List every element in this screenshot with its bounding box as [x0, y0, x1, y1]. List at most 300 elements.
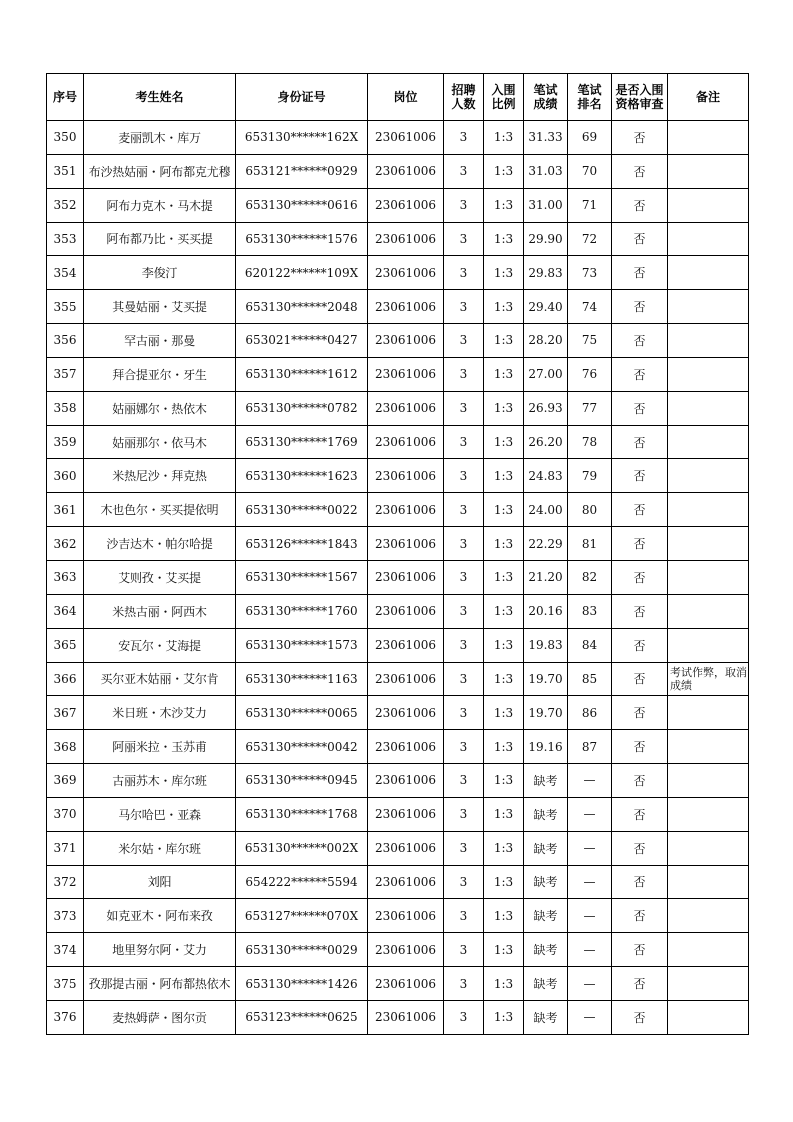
cell-review: 否 [612, 121, 668, 155]
cell-hire: 3 [444, 154, 484, 188]
cell-seq: 363 [47, 560, 84, 594]
cell-rank: — [568, 967, 612, 1001]
cell-score: 29.40 [524, 290, 568, 324]
table-row [47, 662, 749, 696]
cell-score: 29.83 [524, 256, 568, 290]
cell-name: 阿丽米拉・玉苏甫 [84, 730, 236, 764]
cell-rank: 76 [568, 357, 612, 391]
table-row [47, 831, 749, 865]
cell-hire: 3 [444, 425, 484, 459]
cell-name: 米热古丽・阿西木 [84, 594, 236, 628]
cell-review: 否 [612, 933, 668, 967]
table-row [47, 222, 749, 256]
cell-post: 23061006 [368, 459, 444, 493]
cell-review: 否 [612, 391, 668, 425]
table-row [47, 493, 749, 527]
cell-rank: 87 [568, 730, 612, 764]
table-row [47, 764, 749, 798]
cell-score: 缺考 [524, 899, 568, 933]
cell-post: 23061006 [368, 391, 444, 425]
cell-rank: — [568, 764, 612, 798]
cell-hire: 3 [444, 1000, 484, 1034]
cell-id: 653130******002X [236, 831, 368, 865]
cell-post: 23061006 [368, 797, 444, 831]
cell-review: 否 [612, 256, 668, 290]
cell-post: 23061006 [368, 290, 444, 324]
cell-rank: 81 [568, 527, 612, 561]
cell-review: 否 [612, 324, 668, 358]
cell-note [668, 730, 749, 764]
cell-id: 653130******0616 [236, 188, 368, 222]
cell-post: 23061006 [368, 324, 444, 358]
cell-name: 买尔亚木姑丽・艾尔肯 [84, 662, 236, 696]
cell-score: 缺考 [524, 1000, 568, 1034]
cell-id: 653130******1163 [236, 662, 368, 696]
cell-note [668, 628, 749, 662]
cell-ratio: 1:3 [484, 628, 524, 662]
cell-review: 否 [612, 797, 668, 831]
cell-note [668, 899, 749, 933]
cell-seq: 352 [47, 188, 84, 222]
table-row [47, 967, 749, 1001]
cell-hire: 3 [444, 933, 484, 967]
cell-name: 木也色尔・买买提依明 [84, 493, 236, 527]
cell-post: 23061006 [368, 594, 444, 628]
cell-hire: 3 [444, 696, 484, 730]
header-name: 考生姓名 [84, 74, 236, 121]
cell-id: 654222******5594 [236, 865, 368, 899]
cell-hire: 3 [444, 628, 484, 662]
cell-note [668, 865, 749, 899]
table-row [47, 594, 749, 628]
cell-seq: 371 [47, 831, 84, 865]
cell-name: 米日班・木沙艾力 [84, 696, 236, 730]
cell-seq: 370 [47, 797, 84, 831]
cell-name: 艾则孜・艾买提 [84, 560, 236, 594]
cell-note [668, 527, 749, 561]
cell-name: 拜合提亚尔・牙生 [84, 357, 236, 391]
cell-seq: 361 [47, 493, 84, 527]
header-ratio: 入围 比例 [484, 74, 524, 121]
cell-hire: 3 [444, 391, 484, 425]
cell-seq: 366 [47, 662, 84, 696]
cell-score: 19.16 [524, 730, 568, 764]
cell-note [668, 188, 749, 222]
cell-note [668, 154, 749, 188]
table-row [47, 899, 749, 933]
cell-ratio: 1:3 [484, 324, 524, 358]
cell-rank: — [568, 933, 612, 967]
cell-id: 620122******109X [236, 256, 368, 290]
cell-hire: 3 [444, 357, 484, 391]
cell-ratio: 1:3 [484, 865, 524, 899]
cell-post: 23061006 [368, 831, 444, 865]
cell-review: 否 [612, 290, 668, 324]
header-note: 备注 [668, 74, 749, 121]
cell-note [668, 933, 749, 967]
cell-note [668, 764, 749, 798]
cell-id: 653130******1573 [236, 628, 368, 662]
cell-name: 阿布力克木・马木提 [84, 188, 236, 222]
cell-post: 23061006 [368, 764, 444, 798]
table-row [47, 256, 749, 290]
cell-id: 653126******1843 [236, 527, 368, 561]
cell-rank: 73 [568, 256, 612, 290]
cell-seq: 350 [47, 121, 84, 155]
cell-review: 否 [612, 899, 668, 933]
cell-score: 缺考 [524, 831, 568, 865]
cell-rank: 72 [568, 222, 612, 256]
cell-note [668, 324, 749, 358]
cell-review: 否 [612, 764, 668, 798]
cell-ratio: 1:3 [484, 967, 524, 1001]
cell-rank: — [568, 899, 612, 933]
header-row [47, 74, 749, 121]
cell-rank: 80 [568, 493, 612, 527]
cell-seq: 373 [47, 899, 84, 933]
cell-score: 24.00 [524, 493, 568, 527]
cell-id: 653130******0065 [236, 696, 368, 730]
table-row [47, 324, 749, 358]
cell-hire: 3 [444, 290, 484, 324]
cell-score: 缺考 [524, 933, 568, 967]
cell-hire: 3 [444, 662, 484, 696]
cell-name: 阿布都乃比・买买提 [84, 222, 236, 256]
cell-note [668, 357, 749, 391]
cell-score: 26.20 [524, 425, 568, 459]
cell-hire: 3 [444, 256, 484, 290]
table-row [47, 1000, 749, 1034]
cell-score: 31.03 [524, 154, 568, 188]
cell-seq: 368 [47, 730, 84, 764]
cell-score: 缺考 [524, 967, 568, 1001]
cell-name: 米热尼沙・拜克热 [84, 459, 236, 493]
cell-id: 653130******1612 [236, 357, 368, 391]
results-sheet [46, 73, 749, 1035]
cell-score: 19.70 [524, 662, 568, 696]
cell-hire: 3 [444, 121, 484, 155]
cell-review: 否 [612, 967, 668, 1001]
cell-score: 31.33 [524, 121, 568, 155]
cell-rank: 84 [568, 628, 612, 662]
cell-name: 其曼姑丽・艾买提 [84, 290, 236, 324]
cell-note [668, 290, 749, 324]
results-table [46, 73, 749, 1035]
cell-score: 21.20 [524, 560, 568, 594]
cell-post: 23061006 [368, 933, 444, 967]
table-row [47, 560, 749, 594]
cell-hire: 3 [444, 222, 484, 256]
cell-post: 23061006 [368, 730, 444, 764]
cell-hire: 3 [444, 730, 484, 764]
cell-review: 否 [612, 594, 668, 628]
cell-ratio: 1:3 [484, 831, 524, 865]
cell-post: 23061006 [368, 865, 444, 899]
cell-note [668, 425, 749, 459]
cell-ratio: 1:3 [484, 357, 524, 391]
cell-id: 653130******1426 [236, 967, 368, 1001]
cell-note [668, 493, 749, 527]
cell-post: 23061006 [368, 425, 444, 459]
cell-ratio: 1:3 [484, 662, 524, 696]
table-row [47, 391, 749, 425]
cell-id: 653130******2048 [236, 290, 368, 324]
table-row [47, 425, 749, 459]
cell-seq: 362 [47, 527, 84, 561]
cell-seq: 369 [47, 764, 84, 798]
cell-rank: — [568, 1000, 612, 1034]
cell-rank: 86 [568, 696, 612, 730]
cell-review: 否 [612, 222, 668, 256]
table-row [47, 188, 749, 222]
cell-ratio: 1:3 [484, 560, 524, 594]
cell-note [668, 459, 749, 493]
cell-post: 23061006 [368, 188, 444, 222]
cell-name: 罕古丽・那曼 [84, 324, 236, 358]
cell-note [668, 391, 749, 425]
cell-post: 23061006 [368, 493, 444, 527]
cell-review: 否 [612, 154, 668, 188]
cell-post: 23061006 [368, 121, 444, 155]
cell-seq: 356 [47, 324, 84, 358]
cell-ratio: 1:3 [484, 797, 524, 831]
cell-name: 孜那提古丽・阿布都热依木 [84, 967, 236, 1001]
cell-post: 23061006 [368, 1000, 444, 1034]
cell-rank: — [568, 865, 612, 899]
cell-review: 否 [612, 865, 668, 899]
header-post: 岗位 [368, 74, 444, 121]
cell-seq: 359 [47, 425, 84, 459]
cell-score: 26.93 [524, 391, 568, 425]
cell-name: 李俊汀 [84, 256, 236, 290]
cell-hire: 3 [444, 459, 484, 493]
cell-name: 古丽苏木・库尔班 [84, 764, 236, 798]
cell-review: 否 [612, 696, 668, 730]
cell-post: 23061006 [368, 560, 444, 594]
cell-note [668, 594, 749, 628]
table-row [47, 121, 749, 155]
cell-id: 653130******1768 [236, 797, 368, 831]
cell-review: 否 [612, 628, 668, 662]
cell-id: 653130******0022 [236, 493, 368, 527]
table-row [47, 290, 749, 324]
cell-seq: 357 [47, 357, 84, 391]
cell-ratio: 1:3 [484, 425, 524, 459]
cell-rank: 74 [568, 290, 612, 324]
cell-note [668, 121, 749, 155]
cell-hire: 3 [444, 560, 484, 594]
cell-post: 23061006 [368, 527, 444, 561]
cell-ratio: 1:3 [484, 391, 524, 425]
cell-post: 23061006 [368, 357, 444, 391]
cell-ratio: 1:3 [484, 594, 524, 628]
cell-note [668, 1000, 749, 1034]
cell-seq: 376 [47, 1000, 84, 1034]
cell-post: 23061006 [368, 222, 444, 256]
cell-note [668, 696, 749, 730]
table-row [47, 628, 749, 662]
cell-post: 23061006 [368, 899, 444, 933]
table-row [47, 730, 749, 764]
cell-seq: 367 [47, 696, 84, 730]
cell-seq: 374 [47, 933, 84, 967]
cell-review: 否 [612, 188, 668, 222]
cell-note [668, 222, 749, 256]
cell-post: 23061006 [368, 662, 444, 696]
cell-ratio: 1:3 [484, 933, 524, 967]
cell-id: 653130******0945 [236, 764, 368, 798]
cell-name: 布沙热姑丽・阿布都克尤穆 [84, 154, 236, 188]
cell-ratio: 1:3 [484, 121, 524, 155]
cell-name: 麦热姆萨・图尔贡 [84, 1000, 236, 1034]
cell-name: 安瓦尔・艾海提 [84, 628, 236, 662]
cell-hire: 3 [444, 324, 484, 358]
cell-hire: 3 [444, 865, 484, 899]
cell-score: 24.83 [524, 459, 568, 493]
cell-review: 否 [612, 662, 668, 696]
cell-seq: 375 [47, 967, 84, 1001]
cell-rank: 78 [568, 425, 612, 459]
cell-post: 23061006 [368, 256, 444, 290]
cell-score: 28.20 [524, 324, 568, 358]
cell-name: 麦丽凯木・库万 [84, 121, 236, 155]
cell-hire: 3 [444, 764, 484, 798]
cell-name: 刘阳 [84, 865, 236, 899]
cell-score: 20.16 [524, 594, 568, 628]
cell-id: 653130******0042 [236, 730, 368, 764]
cell-post: 23061006 [368, 628, 444, 662]
cell-note [668, 967, 749, 1001]
table-row [47, 527, 749, 561]
cell-seq: 354 [47, 256, 84, 290]
cell-review: 否 [612, 459, 668, 493]
cell-review: 否 [612, 425, 668, 459]
cell-rank: 70 [568, 154, 612, 188]
cell-ratio: 1:3 [484, 256, 524, 290]
table-row [47, 696, 749, 730]
cell-review: 否 [612, 527, 668, 561]
cell-ratio: 1:3 [484, 222, 524, 256]
cell-hire: 3 [444, 188, 484, 222]
cell-id: 653130******1623 [236, 459, 368, 493]
cell-rank: 71 [568, 188, 612, 222]
cell-ratio: 1:3 [484, 290, 524, 324]
cell-ratio: 1:3 [484, 696, 524, 730]
cell-score: 27.00 [524, 357, 568, 391]
cell-hire: 3 [444, 831, 484, 865]
table-row [47, 154, 749, 188]
cell-review: 否 [612, 831, 668, 865]
cell-rank: — [568, 797, 612, 831]
table-row [47, 797, 749, 831]
cell-score: 19.83 [524, 628, 568, 662]
cell-review: 否 [612, 357, 668, 391]
cell-id: 653121******0929 [236, 154, 368, 188]
cell-review: 否 [612, 560, 668, 594]
header-score: 笔试 成绩 [524, 74, 568, 121]
table-body [47, 121, 749, 1035]
cell-ratio: 1:3 [484, 493, 524, 527]
cell-note: 考试作弊，取消成绩 [668, 662, 749, 696]
cell-id: 653130******0782 [236, 391, 368, 425]
cell-hire: 3 [444, 967, 484, 1001]
cell-id: 653123******0625 [236, 1000, 368, 1034]
cell-id: 653130******1760 [236, 594, 368, 628]
cell-seq: 365 [47, 628, 84, 662]
cell-seq: 372 [47, 865, 84, 899]
cell-seq: 358 [47, 391, 84, 425]
cell-name: 地里努尔阿・艾力 [84, 933, 236, 967]
cell-id: 653130******162X [236, 121, 368, 155]
cell-review: 否 [612, 493, 668, 527]
cell-name: 米尔姑・库尔班 [84, 831, 236, 865]
cell-rank: 85 [568, 662, 612, 696]
header-id: 身份证号 [236, 74, 368, 121]
cell-post: 23061006 [368, 696, 444, 730]
cell-hire: 3 [444, 797, 484, 831]
cell-rank: 83 [568, 594, 612, 628]
cell-name: 如克亚木・阿布来孜 [84, 899, 236, 933]
cell-name: 马尔哈巴・亚森 [84, 797, 236, 831]
table-row [47, 865, 749, 899]
cell-hire: 3 [444, 899, 484, 933]
cell-score: 19.70 [524, 696, 568, 730]
cell-note [668, 560, 749, 594]
cell-name: 姑丽那尔・依马木 [84, 425, 236, 459]
table-row [47, 357, 749, 391]
cell-rank: 79 [568, 459, 612, 493]
cell-post: 23061006 [368, 967, 444, 1001]
cell-ratio: 1:3 [484, 764, 524, 798]
cell-review: 否 [612, 730, 668, 764]
cell-note [668, 831, 749, 865]
cell-score: 29.90 [524, 222, 568, 256]
cell-ratio: 1:3 [484, 899, 524, 933]
cell-ratio: 1:3 [484, 730, 524, 764]
cell-score: 缺考 [524, 865, 568, 899]
cell-ratio: 1:3 [484, 459, 524, 493]
table-row [47, 933, 749, 967]
cell-ratio: 1:3 [484, 188, 524, 222]
cell-id: 653127******070X [236, 899, 368, 933]
header-review: 是否入围 资格审查 [612, 74, 668, 121]
cell-id: 653130******0029 [236, 933, 368, 967]
header-rank: 笔试 排名 [568, 74, 612, 121]
cell-post: 23061006 [368, 154, 444, 188]
cell-ratio: 1:3 [484, 1000, 524, 1034]
cell-ratio: 1:3 [484, 527, 524, 561]
header-hire: 招聘 人数 [444, 74, 484, 121]
cell-rank: — [568, 831, 612, 865]
cell-seq: 360 [47, 459, 84, 493]
cell-hire: 3 [444, 493, 484, 527]
cell-id: 653130******1567 [236, 560, 368, 594]
cell-id: 653130******1576 [236, 222, 368, 256]
cell-score: 31.00 [524, 188, 568, 222]
cell-seq: 364 [47, 594, 84, 628]
header-seq: 序号 [47, 74, 84, 121]
cell-ratio: 1:3 [484, 154, 524, 188]
cell-rank: 82 [568, 560, 612, 594]
cell-note [668, 797, 749, 831]
cell-seq: 355 [47, 290, 84, 324]
table-row [47, 459, 749, 493]
cell-name: 沙吉达木・帕尔哈提 [84, 527, 236, 561]
cell-hire: 3 [444, 527, 484, 561]
cell-note [668, 256, 749, 290]
cell-score: 缺考 [524, 764, 568, 798]
cell-review: 否 [612, 1000, 668, 1034]
